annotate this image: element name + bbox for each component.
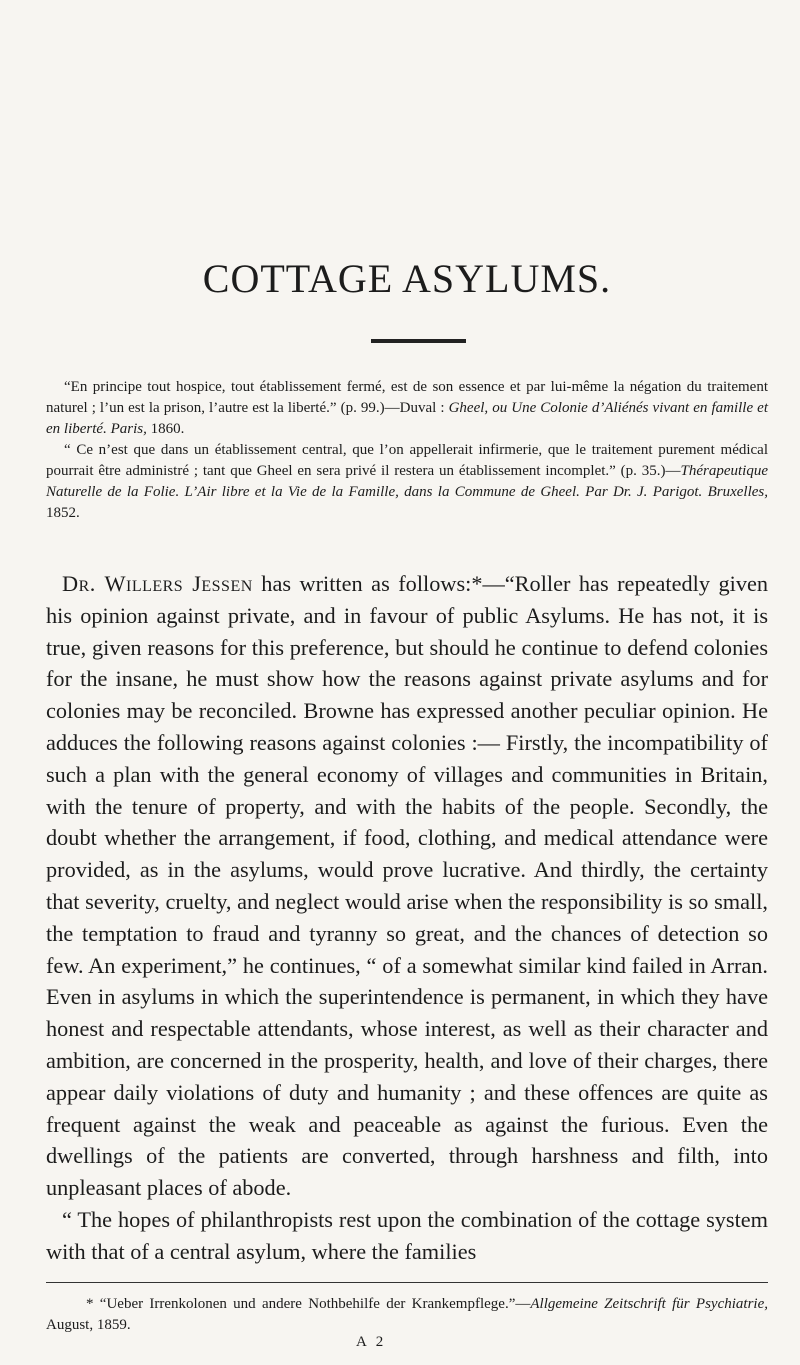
signature-mark: A 2 (356, 1334, 387, 1350)
epigraph-duval: “En principe tout hospice, tout établissement fermé, est de son essence et par lui-même la négation du traitement naturel ; l’un est la prison, l’autre est la liberté.” (p. 99.)—Duval : Gheel, ou Une Colonie d’Aliénés vivant en famille et en liberté. Paris, 1860. (46, 379, 768, 437)
paragraph-1: Dr. Willers Jessen has written as follows:*—“Roller has repeatedly given his opinion against private, and in favour of public Asylums. He has not, it is true, given reasons for this preference, but should he continue to defend colonies for the insane, he must show how the reasons against private asylums and for colonies may be reconciled. Browne has expressed another peculiar opinion. He adduces the following reasons against colonies :— Firstly, the incompatibility of such a plan with the general economy of villages and communities in Britain, with the tenure of property, and with the habits of the people. Secondly, the doubt whether the arrangement, if food, clothing, and medical attendance were provided, as in the asylums, would prove lucrative. And thirdly, the certainty that severity, cruelty, and neglect would arise when the responsibility is so small, the temptation to fraud and tyranny so great, and the chances of detection so few. An experiment,” he continues, “ of a somewhat similar kind failed in Arran. Even in asylums in which the superintendence is permanent, in which they have honest and respectable attendants, whose interest, as well as their character and ambition, are concerned in the prosperity, health, and love of their charges, there appear daily violations of duty and humanity ; and these offences are quite as frequent against the weak and peaceable as against the furious. Even the dwellings of the patients are converted, through harshness and filth, into unpleasant places of abode. (46, 571, 769, 1201)
epigraph-parigot: “ Ce n’est que dans un établissement central, que l’on appellerait infirmerie, que le traitement purement médical pourrait être administré ; tant que Gheel en sera privé il restera un établissement incomplet.” (p. 35.)—Thérapeutique Naturelle de la Folie. L’Air libre et la Vie de la Famille, dans la Commune de Gheel. Par Dr. J. Parigot. Bruxelles, 1852. (46, 442, 768, 521)
body-text (46, 568, 768, 1268)
chapter-title: COTTAGE ASYLUMS. (202, 256, 612, 301)
author-name: Dr. Willers Jessen (62, 571, 253, 596)
epigraph (46, 377, 768, 524)
footnote-rule (46, 1282, 768, 1283)
footnote: * “Ueber Irrenkolonen und andere Nothbehilfe der Krankempflege.”—Allgemeine Zeitschrift für Psychiatrie, August, 1859. (46, 1296, 768, 1333)
book-page (46, 0, 768, 1365)
paragraph-2: “ The hopes of philanthropists rest upon the combination of the cottage system with that of a central asylum, where the families (46, 1206, 768, 1264)
title-rule (371, 339, 466, 343)
